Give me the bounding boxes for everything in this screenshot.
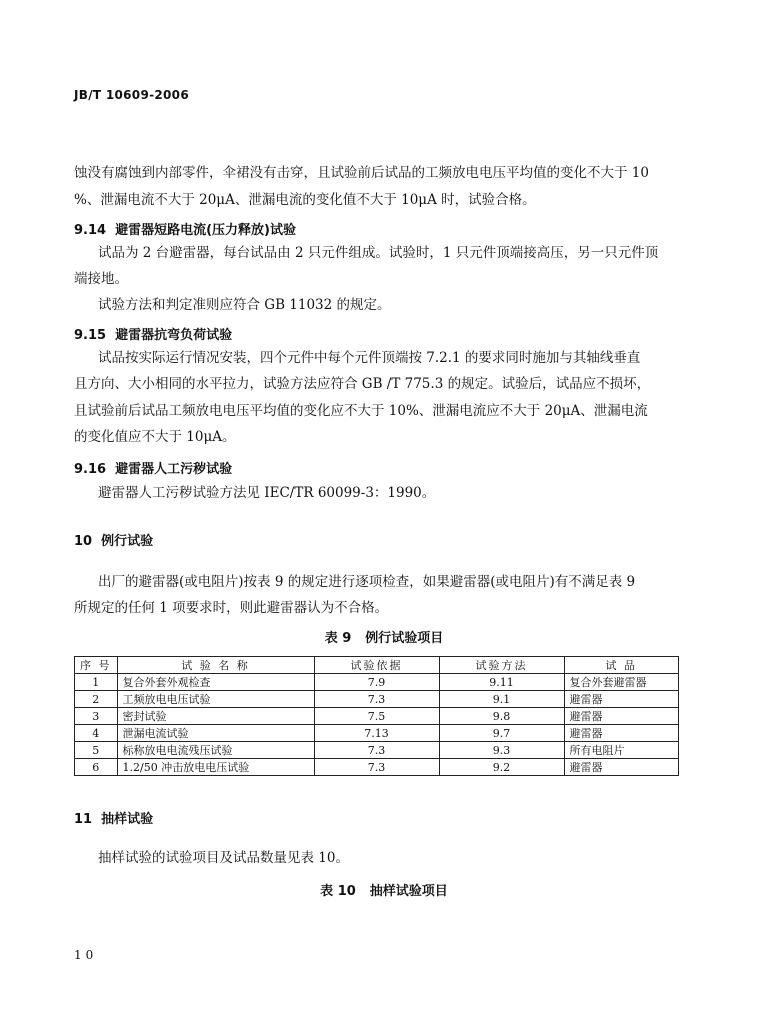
table-cell: 7.3 xyxy=(314,759,439,776)
table-cell: 避雷器 xyxy=(564,725,679,742)
table-cell: 复合外套避雷器 xyxy=(564,674,679,691)
table-cell: 9.8 xyxy=(439,708,564,725)
table-cell: 1.2/50 冲击放电电压试验 xyxy=(117,759,314,776)
section-number: 10 xyxy=(74,534,93,549)
column-header: 试验方法 xyxy=(439,657,564,674)
table-title: 抽样试验项目 xyxy=(369,884,448,899)
section-number: 9.14 xyxy=(74,223,107,238)
table-cell: 复合外套外观检查 xyxy=(117,674,314,691)
table-cell: 9.1 xyxy=(439,691,564,708)
paragraph-line: 蚀没有腐蚀到内部零件，伞裙没有击穿，且试验前后试品的工频放电电压平均值的变化不大于 10 xyxy=(74,165,649,181)
table-cell: 7.3 xyxy=(314,691,439,708)
column-header: 序 号 xyxy=(75,657,118,674)
table-cell: 所有电阻片 xyxy=(564,742,679,759)
section-heading-9-15 xyxy=(74,324,232,343)
table-cell: 7.5 xyxy=(314,708,439,725)
section-title: 抽样试验 xyxy=(101,812,154,827)
paragraph-line: 试品为 2 台避雷器，每台试品由 2 只元件组成。试验时，1 只元件顶端接高压，另一只元件顶 xyxy=(98,245,659,261)
table-number: 表 10 xyxy=(320,884,356,899)
table-cell: 9.11 xyxy=(439,674,564,691)
paragraph-line: 所规定的任何 1 项要求时，则此避雷器认为不合格。 xyxy=(74,600,389,616)
paragraph-line: %、泄漏电流不大于 20μA、泄漏电流的变化值不大于 10μA 时，试验合格。 xyxy=(74,192,536,208)
section-title: 例行试验 xyxy=(101,534,154,549)
column-header: 试 验 名 称 xyxy=(117,657,314,674)
table-row xyxy=(75,759,679,776)
paragraph-line: 试验方法和判定准则应符合 GB 11032 的规定。 xyxy=(98,297,391,313)
routine-test-table xyxy=(74,656,679,776)
table-cell: 标称放电电流残压试验 xyxy=(117,742,314,759)
table-number: 表 9 xyxy=(324,631,352,646)
table-cell: 4 xyxy=(75,725,118,742)
section-heading-10 xyxy=(74,530,153,549)
paragraph-line: 的变化值应不大于 10μA。 xyxy=(74,429,236,445)
table-cell: 5 xyxy=(75,742,118,759)
table-10-caption xyxy=(0,880,768,899)
page-number: 10 xyxy=(74,948,98,962)
paragraph-line: 端接地。 xyxy=(74,271,128,287)
table-cell: 7.13 xyxy=(314,725,439,742)
standard-code: JB/T 10609-2006 xyxy=(74,88,189,102)
table-cell: 3 xyxy=(75,708,118,725)
table-cell: 7.9 xyxy=(314,674,439,691)
paragraph-line: 出厂的避雷器(或电阻片)按表 9 的规定进行逐项检查，如果避雷器(或电阻片)有不满足表 9 xyxy=(98,574,636,590)
column-header: 试 品 xyxy=(564,657,679,674)
section-title: 避雷器人工污秽试验 xyxy=(115,462,233,477)
paragraph-line: 避雷器人工污秽试验方法见 IEC/TR 60099-3：1990。 xyxy=(98,485,436,501)
section-heading-9-16 xyxy=(74,458,232,477)
table-cell: 9.3 xyxy=(439,742,564,759)
table-cell: 9.7 xyxy=(439,725,564,742)
table-cell: 6 xyxy=(75,759,118,776)
table-cell: 密封试验 xyxy=(117,708,314,725)
section-number: 11 xyxy=(74,812,93,827)
table-cell: 避雷器 xyxy=(564,759,679,776)
section-heading-9-14 xyxy=(74,219,296,238)
table-row xyxy=(75,708,679,725)
table-title: 例行试验项目 xyxy=(365,631,444,646)
table-cell: 7.3 xyxy=(314,742,439,759)
table-cell: 避雷器 xyxy=(564,708,679,725)
column-header: 试验依据 xyxy=(314,657,439,674)
section-title: 避雷器短路电流(压力释放)试验 xyxy=(115,223,296,238)
table-header-row xyxy=(75,657,679,674)
section-number: 9.16 xyxy=(74,462,107,477)
table-row xyxy=(75,674,679,691)
section-heading-11 xyxy=(74,808,153,827)
section-title: 避雷器抗弯负荷试验 xyxy=(115,328,233,343)
paragraph-line: 抽样试验的试验项目及试品数量见表 10。 xyxy=(98,850,349,866)
table-cell: 避雷器 xyxy=(564,691,679,708)
table-cell: 泄漏电流试验 xyxy=(117,725,314,742)
paragraph-line: 且试验前后试品工频放电电压平均值的变化应不大于 10%、泄漏电流应不大于 20μA、泄漏电流 xyxy=(74,403,648,419)
paragraph-line: 试品按实际运行情况安装，四个元件中每个元件顶端按 7.2.1 的要求同时施加与其轴线垂直 xyxy=(98,350,641,366)
paragraph-line: 且方向、大小相同的水平拉力，试验方法应符合 GB /T 775.3 的规定。试验后，试品应不损坏， xyxy=(74,376,651,392)
section-number: 9.15 xyxy=(74,328,107,343)
table-row xyxy=(75,725,679,742)
table-cell: 2 xyxy=(75,691,118,708)
table-cell: 1 xyxy=(75,674,118,691)
table-cell: 9.2 xyxy=(439,759,564,776)
table-row xyxy=(75,742,679,759)
table-9-caption xyxy=(0,627,768,646)
table-cell: 工频放电电压试验 xyxy=(117,691,314,708)
table-row xyxy=(75,691,679,708)
